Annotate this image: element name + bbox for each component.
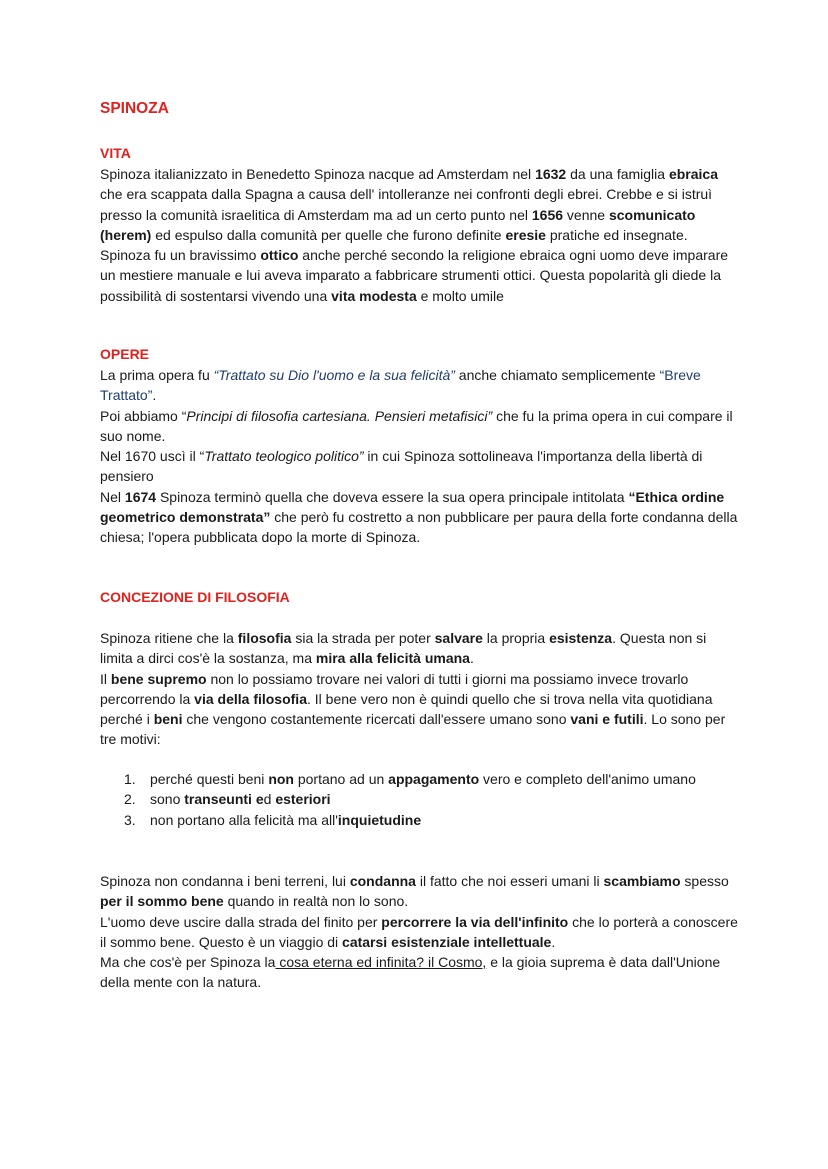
section-heading-vita: VITA bbox=[100, 145, 131, 161]
concezione-intro-text bbox=[100, 628, 740, 750]
vita-paragraph-1: Spinoza italianizzato in Benedetto Spinoza nacque ad Amsterdam nel 1632 da una famiglia ebraica che era scappata dalla Spagna a causa dell' intolleranze nei confronti degli ebrei. Crebbe e si istruì presso la comunità israelitica di Amsterdam ma ad un certo punto nel 1656 venne scomunicato (herem) ed espulso dalla comunità per quelle che furono definite eresie pratiche ed insegnate. bbox=[100, 166, 718, 243]
concezione-conclusion-text bbox=[100, 871, 740, 993]
opere-paragraph-2: Poi abbiamo “Principi di filosofia cartesiana. Pensieri metafisici” che fu la prima opera in cui compare il suo nome. bbox=[100, 407, 733, 444]
motivi-list bbox=[100, 769, 740, 830]
concezione-paragraph-5: Ma che cos'è per Spinoza la cosa eterna ed infinita? il Cosmo, e la gioia suprema è data dall'Unione della mente con la natura. bbox=[100, 954, 721, 991]
concezione-paragraph-3: Spinoza non condanna i beni terreni, lui condanna il fatto che noi esseri umani li scambiamo spesso per il sommo bene quando in realtà non lo sono. bbox=[100, 873, 729, 910]
document-title: SPINOZA bbox=[100, 100, 169, 117]
vita-text bbox=[100, 164, 740, 306]
concezione-paragraph-2: Il bene supremo non lo possiamo trovare nei valori di tutti i giorni ma possiamo invece trovarlo percorrendo la via della filosofia. Il bene vero non è quindi quello che si trova nella vita quotidiana perché i beni che vengono costantemente ricercati dall'essere umano sono vani e futili. Lo sono per tre motivi: bbox=[100, 670, 726, 748]
list-item: 2. sono transeunti ed esteriori bbox=[124, 791, 331, 808]
list-item: 1. perché questi beni non portano ad un appagamento vero e completo dell'animo umano bbox=[124, 771, 696, 787]
opere-paragraph-4: Nel 1674 Spinoza terminò quella che doveva essere la sua opera principale intitolata “Ethica ordine geometrico demonstrata” che però fu costretto a non pubblicare per paura della forte condanna della chiesa; l'opera pubblicata dopo la morte di Spinoza. bbox=[100, 488, 738, 546]
opere-text bbox=[100, 365, 740, 548]
concezione-paragraph-4: L'uomo deve uscire dalla strada del finito per percorrere la via dell'infinito che lo porterà a conoscere il sommo bene. Questo è un viaggio di catarsi esistenziale intellettuale. bbox=[100, 913, 738, 950]
vita-paragraph-2: Spinoza fu un bravissimo ottico anche perché secondo la religione ebraica ogni uomo deve imparare un mestiere manuale e lui aveva imparato a fabbricare strumenti ottici. Questa popolarità gli diede la possibilità di sostentarsi vivendo una vita modesta e molto umile bbox=[100, 247, 729, 304]
section-heading-opere: OPERE bbox=[100, 346, 150, 362]
list-item: 3. non portano alla felicità ma all'inquietudine bbox=[124, 811, 422, 828]
opere-paragraph-1: La prima opera fu “Trattato su Dio l'uomo e la sua felicità” anche chiamato semplicemente “Breve Trattato”. bbox=[100, 367, 701, 404]
concezione-paragraph-1: Spinoza ritiene che la filosofia sia la strada per poter salvare la propria esistenza. Questa non si limita a dirci cos'è la sostanza, ma mira alla felicità umana. bbox=[100, 630, 707, 667]
opere-paragraph-3: Nel 1670 uscì il “Trattato teologico politico” in cui Spinoza sottolineava l'importanza della libertà di pensiero bbox=[100, 448, 703, 485]
section-heading-concezione: CONCEZIONE DI FILOSOFIA bbox=[100, 589, 290, 605]
